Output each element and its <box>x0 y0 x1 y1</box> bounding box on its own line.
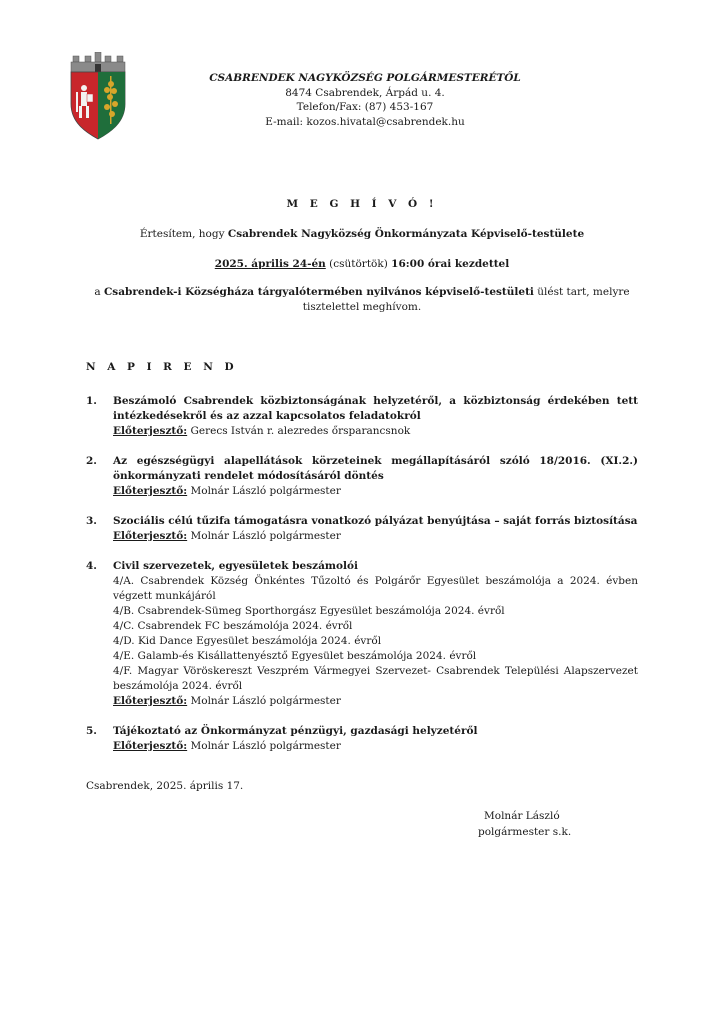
agenda-item-heading: Civil szervezetek, egyesületek beszámolói <box>113 560 358 572</box>
agenda-subitem: 4/A. Csabrendek Község Önkéntes Tűzoltó és Polgárőr Egyesület beszámolója a 2024. évben végzett munkájáról <box>113 575 638 602</box>
agenda-item-presenter <box>113 739 638 754</box>
agenda-item <box>86 454 638 499</box>
agenda-item-presenter <box>113 694 638 709</box>
invite-location: Csabrendek-i Községháza tárgyalótermében nyilvános képviselő-testületi <box>103 286 534 298</box>
agenda-item <box>86 394 638 439</box>
notice-pre: Értesítem, hogy <box>139 228 228 240</box>
agenda-subitem: 4/B. Csabrendek-Sümeg Sporthorgász Egyesület beszámolója 2024. évről <box>113 605 505 617</box>
presenter-name: Gerecs István r. alezredes őrsparancsnok <box>187 425 411 437</box>
letterhead <box>200 71 530 129</box>
notice-line <box>80 227 644 242</box>
agenda-item-number: 4. <box>86 560 97 572</box>
agenda-item-heading: Szociális célú tűzifa támogatásra vonatkozó pályázat benyújtása – saját forrás biztosítása <box>113 515 638 527</box>
agenda-subitem: 4/C. Csabrendek FC beszámolója 2024. évről <box>113 620 353 632</box>
meeting-weekday: (csütörtök) <box>325 258 392 270</box>
agenda-item-presenter <box>113 424 638 439</box>
agenda-subitem: 4/E. Galamb-és Kisállattenyésztő Egyesület beszámolója 2024. évről <box>113 650 477 662</box>
signature-title: polgármester s.k. <box>478 826 572 838</box>
presenter-label: Előterjesztő: <box>113 695 188 707</box>
presenter-name: Molnár László polgármester <box>187 740 341 752</box>
invitation-title: M E G H Í V Ó ! <box>286 198 438 210</box>
agenda-item-number: 5. <box>86 725 97 737</box>
agenda-subitem: 4/D. Kid Dance Egyesület beszámolója 2024. évről <box>113 635 382 647</box>
meeting-date: 2025. április 24-én <box>214 258 326 270</box>
agenda-list <box>86 394 638 769</box>
signature-block <box>478 808 571 840</box>
presenter-name: Molnár László polgármester <box>187 695 341 707</box>
notice-body: Csabrendek Nagyközség Önkormányzata Képviselő-testülete <box>227 228 585 240</box>
agenda-subitem: 4/F. Magyar Vöröskereszt Veszprém Vármegyei Szervezet- Csabrendek Települési Alapszervezet beszámolója 2024. évről <box>113 665 638 692</box>
invite-pre: a <box>94 286 104 298</box>
letterhead-phone: Telefon/Fax: (87) 453-167 <box>296 101 434 113</box>
presenter-label: Előterjesztő: <box>113 425 188 437</box>
agenda-item-number: 2. <box>86 455 97 467</box>
coat-of-arms-icon <box>67 52 129 140</box>
presenter-label: Előterjesztő: <box>113 740 188 752</box>
meeting-date-line <box>80 257 644 272</box>
agenda-item-number: 1. <box>86 395 97 407</box>
agenda-title: N A P I R E N D <box>86 361 238 373</box>
agenda-item <box>86 724 638 754</box>
agenda-item <box>86 559 638 709</box>
signature-name: Molnár László <box>484 810 560 822</box>
agenda-item-presenter <box>113 529 638 544</box>
invite-post: ülést tart, melyre tisztelettel meghívom. <box>302 286 630 313</box>
agenda-item-heading: Az egészségügyi alapellátások körzeteinek megállapításáról szóló 18/2016. (XI.2.) önkormányzati rendelet módosításáról döntés <box>113 455 638 482</box>
agenda-item-heading: Tájékoztató az Önkormányzat pénzügyi, gazdasági helyzetéről <box>113 725 478 737</box>
presenter-name: Molnár László polgármester <box>187 530 341 542</box>
presenter-label: Előterjesztő: <box>113 485 188 497</box>
presenter-name: Molnár László polgármester <box>187 485 341 497</box>
place-date: Csabrendek, 2025. április 17. <box>86 780 244 792</box>
agenda-item-number: 3. <box>86 515 97 527</box>
meeting-time: 16:00 órai kezdettel <box>391 258 510 270</box>
letterhead-org: CSABRENDEK NAGYKÖZSÉG POLGÁRMESTERÉTŐL <box>209 72 521 84</box>
invite-text <box>80 285 644 315</box>
letterhead-email: E-mail: kozos.hivatal@csabrendek.hu <box>265 115 465 128</box>
agenda-item-heading: Beszámoló Csabrendek közbiztonságának helyzetéről, a közbiztonság érdekében tett intézkedésekről és az azzal kapcsolatos feladatokról <box>113 395 638 422</box>
agenda-item <box>86 514 638 544</box>
agenda-item-presenter <box>113 484 638 499</box>
presenter-label: Előterjesztő: <box>113 530 188 542</box>
letterhead-address: 8474 Csabrendek, Árpád u. 4. <box>285 86 445 99</box>
